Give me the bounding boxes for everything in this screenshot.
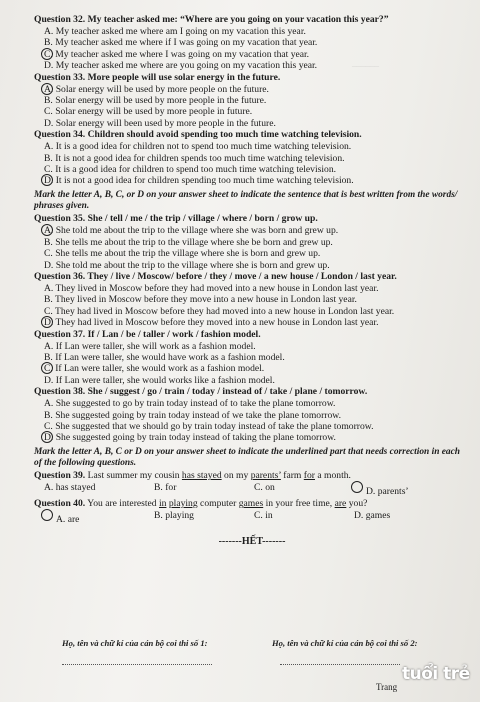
option-c: C. She tells me about the trip the village where she is born and grew up.: [44, 248, 321, 260]
question-36: [34, 271, 470, 329]
option-b: B. My teacher asked me where if I was going on my vacation that year.: [44, 37, 318, 49]
option-a: A. has stayed: [44, 482, 96, 494]
question-40: [34, 498, 470, 526]
question-stem: Question 39. Last summer my cousin has stayed on my parents’ farm for a month.: [34, 470, 351, 482]
question-stem: Question 37. If / Lan / be / taller / work / fashion model.: [34, 328, 261, 340]
signature-label-proctor-2: Họ, tên và chữ kí của cán bộ coi thi số 2:: [272, 638, 418, 648]
option-row: [34, 510, 470, 526]
question-stem: Question 34. Children should avoid spending too much time watching television.: [34, 129, 362, 141]
question-35: [34, 213, 470, 271]
option-c: C. They had lived in Moscow before they had moved into a new house in London last year.: [44, 305, 395, 317]
option-b: B. They lived in Moscow before they move into a new house in London last year.: [44, 294, 357, 306]
option-b: B. If Lan were taller, she would have work as a fashion model.: [44, 351, 285, 363]
option-a: A. If Lan were taller, she will work as a fashion model.: [44, 340, 256, 352]
question-stem: Question 35. She / tell / me / the trip / village / where / born / grow up.: [34, 213, 318, 225]
signature-line-2: [280, 664, 400, 665]
answer-circle-mark: [351, 481, 363, 493]
option-b: B. She tells me about the trip to the village where she be born and grew up.: [44, 236, 333, 248]
answer-circle-mark: [41, 83, 53, 95]
signature-line-1: [62, 664, 212, 665]
instruction-sentence-building: Mark the letter A, B, C, or D on your answer sheet to indicate the sentence that is best written from the words/ phrases given.: [34, 189, 458, 212]
option-c: C. She suggested that we should go by train today instead of take the plane tomorrow.: [44, 420, 374, 432]
answer-circle-mark: [41, 48, 53, 60]
question-39: [34, 470, 470, 498]
watermark-logo: tuổi trẻ: [402, 664, 470, 684]
option-c: C. If Lan were taller, she would work as a fashion model.: [34, 363, 470, 374]
option-b: B. She suggested going by train today instead of we take the plane tomorrow.: [44, 409, 341, 421]
page-footer: Trang: [376, 682, 398, 692]
option-c: C. Solar energy will be used by more people in future.: [44, 106, 253, 118]
option-d: D. It is not a good idea for children spending too much time watching television.: [34, 175, 470, 186]
option-c: C. on: [254, 482, 275, 494]
option-b: B. playing: [154, 510, 194, 522]
option-b: B. Solar energy will be used by more people in the future.: [44, 95, 267, 107]
exam-content: [34, 14, 470, 547]
instruction-error-correction: Mark the letter A, B, C or D on your answer sheet to indicate the underlined part that needs correction in each of the following questions.: [34, 446, 460, 468]
option-c: C. It is a good idea for children to spend too much time watching television.: [44, 164, 337, 176]
option-a: A. are: [44, 510, 154, 526]
end-marker: -------HẾT-------: [218, 536, 286, 548]
question-stem: Question 38. She / suggest / go / train / today / instead of / take / plane / tomorrow.: [34, 386, 368, 398]
option-d: D. games: [354, 510, 391, 522]
question-34: [34, 129, 470, 187]
question-37: [34, 329, 470, 387]
answer-circle-mark: [41, 509, 53, 521]
option-d: D. Solar energy will been used by more people in the future.: [44, 117, 276, 129]
question-stem: Question 36. They / live / Moscow/ before / they / move / a new house / London / last year.: [34, 270, 397, 282]
question-stem: Question 40. You are interested in playing computer games in your free time, are you?: [34, 498, 368, 510]
option-row: [34, 482, 470, 498]
option-d: D. My teacher asked me where are you going on my vacation this year.: [44, 60, 318, 72]
question-32: [34, 14, 470, 72]
question-stem: Question 32. My teacher asked me: “Where are you going on your vacation this year?”: [34, 14, 389, 25]
question-33: [34, 72, 470, 130]
bleed-through-text: ______: [352, 58, 379, 68]
option-a: A. My teacher asked me where am I going on my vacation this year.: [44, 26, 306, 37]
signature-label-proctor-1: Họ, tên và chữ kí của cán bộ coi thi số 1:: [62, 638, 208, 648]
option-a: A. She suggested to go by train today instead of to take the plane tomorrow.: [44, 398, 336, 410]
option-d: D. She suggested going by train today instead of taking the plane tomorrow.: [34, 432, 470, 443]
option-c: C. in: [254, 510, 273, 522]
option-a: A. They lived in Moscow before they had moved into a new house in London last year.: [44, 282, 379, 294]
question-stem: Question 33. More people will use solar energy in the future.: [34, 71, 281, 83]
option-d: D. parents’: [354, 482, 409, 498]
question-38: [34, 386, 470, 444]
option-c: C. My teacher asked me where I was going on my vacation that year.: [34, 49, 470, 60]
option-d: D. If Lan were taller, she would works like a fashion model.: [44, 374, 275, 386]
option-b: B. for: [154, 482, 177, 494]
option-a: A. She told me about the trip to the village where she was born and grew up.: [34, 225, 470, 236]
option-d: D. They had lived in Moscow before they moved into a new house in London last year.: [34, 317, 470, 328]
option-a: A. It is a good idea for children not to spend too much time watching television.: [44, 141, 352, 153]
option-d: D. She told me about the trip to the village where she is born and grew up.: [44, 259, 330, 271]
option-a: A. Solar energy will be used by more people on the future.: [34, 84, 470, 95]
option-b: B. It is not a good idea for children spends too much time watching television.: [44, 152, 345, 164]
